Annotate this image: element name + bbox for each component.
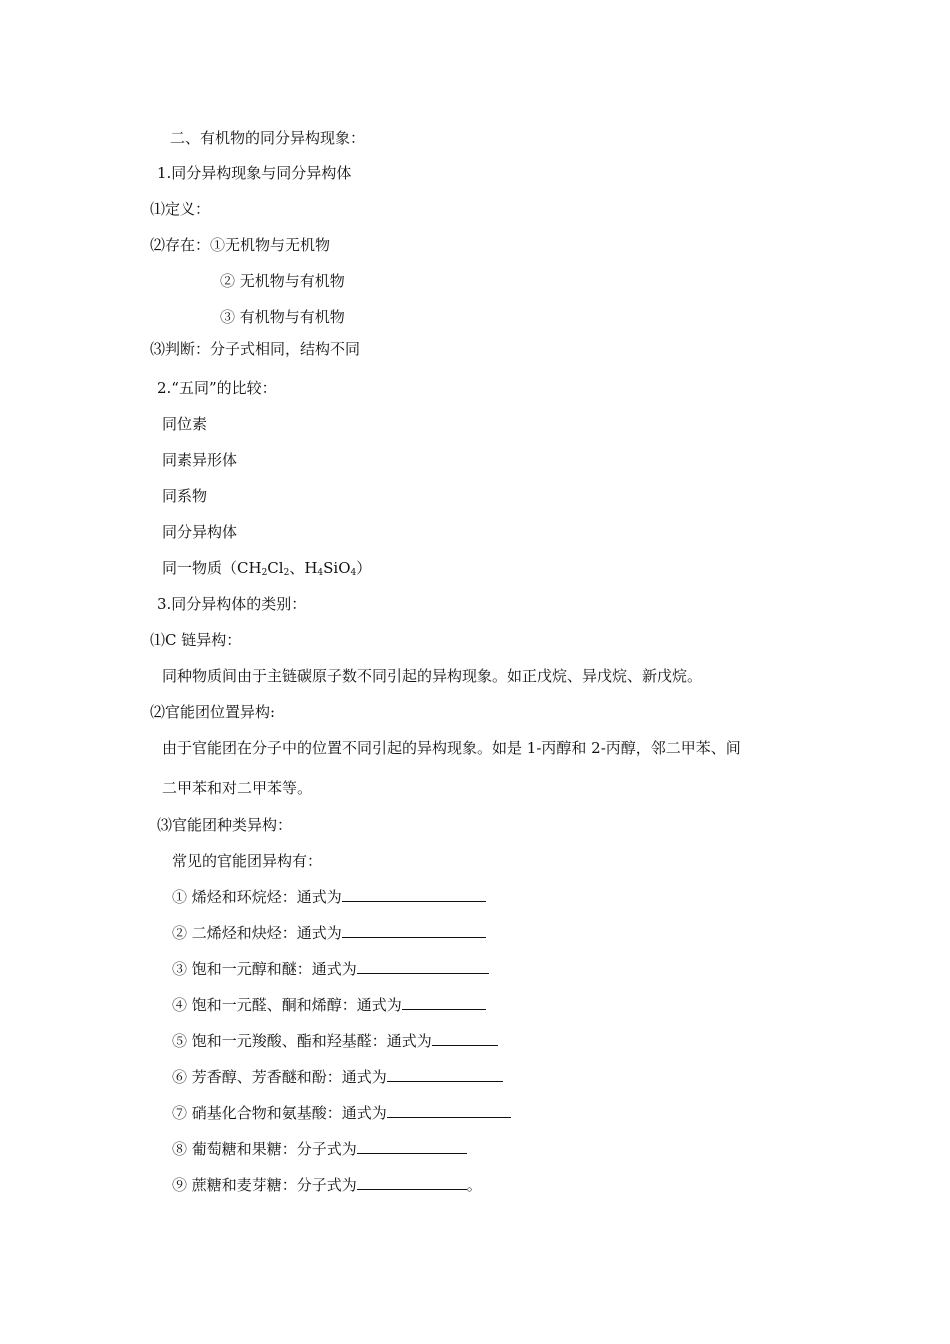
isomer-list-item: ⑧ 葡萄糖和果糖：分子式为 [172, 1139, 467, 1159]
position-isomer-title: ⑵官能团位置异构: [150, 703, 276, 721]
isomer-list-item: ① 烯烃和环烷烃：通式为 [172, 887, 486, 907]
isomer-list-item: ⑤ 饱和一元羧酸、酯和羟基醛：通式为 [172, 1031, 498, 1051]
chain-isomer-text: 同种物质间由于主链碳原子数不同引起的异构现象。如正戊烷、异戊烷、新戊烷。 [162, 667, 703, 685]
isomer-list-item: ⑥ 芳香醇、芳香醚和酚：通式为 [172, 1067, 503, 1087]
comparison-item: 同素异形体 [162, 451, 238, 469]
position-isomer-text-1: 由于官能团在分子中的位置不同引起的异构现象。如是 1-丙醇和 2-丙醇，邻二甲苯、间 [162, 739, 741, 757]
answer-blank[interactable] [357, 1175, 467, 1190]
comparison-item: 同位素 [162, 415, 208, 433]
common-isomers-intro: 常见的官能团异构有： [172, 852, 323, 870]
answer-blank[interactable] [357, 1139, 467, 1154]
comparison-item: 同系物 [162, 487, 208, 505]
isomer-list-item: ⑦ 硝基化合物和氨基酸：通式为 [172, 1103, 511, 1123]
isomer-list-item: ② 二烯烃和炔烃：通式为 [172, 923, 486, 943]
position-isomer-text-2: 二甲苯和对二甲苯等。 [162, 779, 313, 797]
answer-blank[interactable] [342, 887, 486, 902]
isomer-list-item: ③ 饱和一元醇和醚：通式为 [172, 959, 489, 979]
existence-line: ⑵存在：①无机物与无机物 [150, 236, 331, 254]
same-substance-line: 同一物质（$CH_2Cl_2$、$H_4SiO_4$） [162, 559, 372, 578]
isomer-list-item: ⑨ 蔗糖和麦芽糖：分子式为 。 [172, 1176, 482, 1194]
answer-blank[interactable] [342, 923, 486, 938]
answer-blank[interactable] [402, 995, 486, 1010]
existence-item-3: ③ 有机物与有机物 [220, 308, 345, 326]
isomer-list-item: ④ 饱和一元醛、酮和烯醇：通式为 [172, 995, 486, 1015]
answer-blank[interactable] [432, 1031, 498, 1046]
comparison-item: 同分异构体 [162, 523, 238, 541]
heading-3: 3.同分异构体的类别： [157, 595, 307, 613]
definition-line: ⑴定义： [150, 200, 211, 218]
type-isomer-title: ⑶官能团种类异构： [157, 816, 293, 834]
answer-blank[interactable] [387, 1103, 511, 1118]
heading-1: 1.同分异构现象与同分异构体 [157, 164, 352, 182]
answer-blank[interactable] [357, 959, 489, 974]
section-title: 二、有机物的同分异构现象： [170, 129, 366, 147]
chain-isomer-title: ⑴C 链异构： [150, 631, 242, 649]
answer-blank[interactable] [387, 1067, 503, 1082]
heading-2: 2.“五同”的比较： [157, 379, 277, 397]
judgement-line: ⑶判断：分子式相同，结构不同 [150, 340, 361, 358]
existence-item-2: ② 无机物与有机物 [220, 272, 345, 290]
